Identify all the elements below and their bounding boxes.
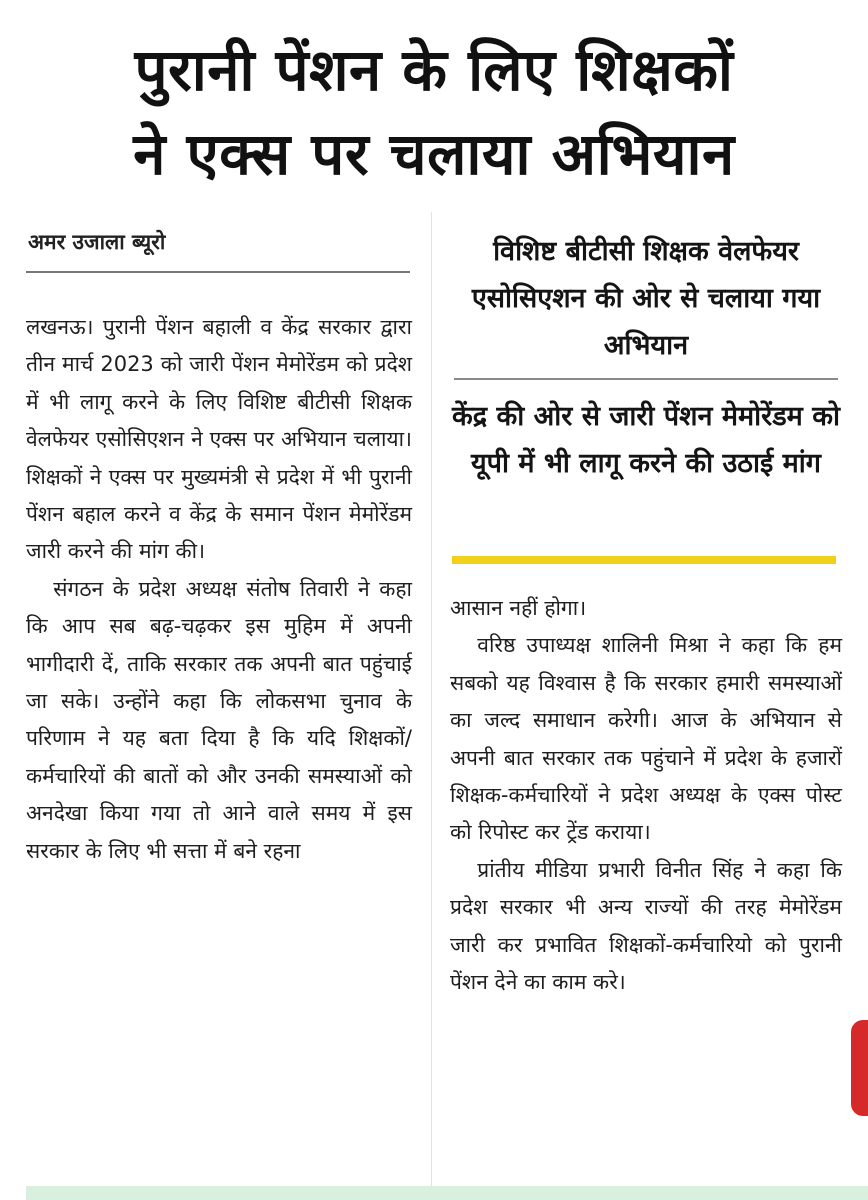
paragraph: आसान नहीं होगा। [450, 596, 587, 620]
subheading-campaign: विशिष्ट बीटीसी शिक्षक वेलफेयर एसोसिएशन की ओर से चलाया गया अभियान [471, 236, 821, 361]
article-column-left [26, 309, 412, 870]
paragraph: लखनऊ। पुरानी पेंशन बहाली व केंद्र सरकार द्वारा तीन मार्च 2023 को जारी पेंशन मेमोरेंडम को प्रदेश में भी लागू करने के लिए विशिष्ट बीटीसी शिक्षक वेलफेयर एसोसिएशन ने एक्स पर अभियान चलाया। शिक्षकों ने एक्स पर मुख्यमंत्री से प्रदेश में भी पुरानी पेंशन बहाल करने व केंद्र के समान पेंशन मेमोरेंडम जारी करने की मांग की। [26, 315, 412, 564]
edge-accent-shape [851, 1020, 868, 1116]
column-divider [431, 212, 432, 1187]
paragraph: प्रांतीय मीडिया प्रभारी विनीत सिंह ने कहा कि प्रदेश सरकार भी अन्य राज्यों की तरह मेमोरेंडम जारी कर प्रभावित शिक्षकों-कर्मचारियो को पुरानी पेंशन देने का काम करे। [450, 857, 842, 995]
article-column-right [450, 590, 842, 1001]
headline-line-1: पुरानी पेंशन के लिए शिक्षकों [134, 36, 734, 104]
headline-line-2: ने एक्स पर चलाया अभियान [133, 120, 735, 188]
paragraph: वरिष्ठ उपाध्यक्ष शालिनी मिश्रा ने कहा कि हम सबको यह विश्वास है कि सरकार हमारी समस्याओं का जल्द समाधान करेगी। आज के अभियान से अपनी बात सरकार तक पहुंचाने में प्रदेश के हजारों शिक्षक-कर्मचारियों ने प्रदेश अध्यक्ष के एक्स पोस्ट को रिपोस्ट कर ट्रेंड कराया। [450, 633, 842, 845]
byline: अमर उजाला ब्यूरो [28, 230, 166, 254]
byline-divider [26, 271, 410, 273]
subheading-demand: केंद्र की ओर से जारी पेंशन मेमोरेंडम को यूपी में भी लागू करने की उठाई मांग [452, 401, 840, 479]
footer-band [26, 1186, 868, 1200]
headline [0, 28, 868, 196]
paragraph: संगठन के प्रदेश अध्यक्ष संतोष तिवारी ने कहा कि आप सब बढ़-चढ़कर इस मुहिम में अपनी भागीदारी दें, ताकि सरकार तक अपनी बात पहुंचाई जा सके। उन्होंने कहा कि लोकसभा चुनाव के परिणाम ने यह बता दिया है कि यदि शिक्षकों/कर्मचारियों की बातों को और उनकी समस्याओं को अनदेखा किया गया तो आने वाले समय में इस सरकार के लिए भी सत्ता में बने रहना [26, 576, 412, 863]
highlight-bar [452, 556, 836, 564]
subheading-divider [454, 378, 838, 380]
